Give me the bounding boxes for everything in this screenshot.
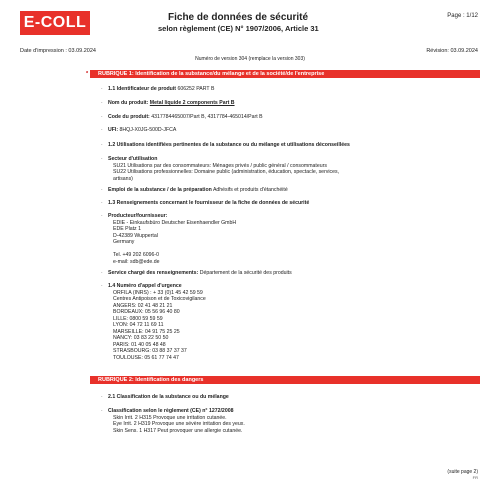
version-number: Numéro de version 304 (remplace la version 303) — [195, 56, 305, 62]
emergency-line: PARIS: 01 40 05 48 48 — [113, 341, 166, 348]
producer-email: e-mail: sdb@ede.de — [113, 258, 160, 265]
employ-label: Emploi de la substance / de la préparation — [108, 187, 212, 193]
emergency-line: NANCY: 03 83 22 50 50 — [113, 335, 169, 341]
bullet-icon: · — [101, 100, 103, 106]
su22-line-cont: artisans) — [113, 175, 133, 182]
section1-heading — [86, 70, 480, 78]
product-name-value: Metal liquide 2 components Part B — [149, 100, 235, 106]
bullet-icon: · — [101, 187, 103, 193]
classification-heading: 2.1 Classification de la substance ou du mélange — [108, 394, 229, 400]
company-logo: E-COLL — [20, 11, 90, 35]
regulation-heading: Classification selon le règlement (CE) n° 1272/2008 — [108, 408, 234, 414]
emergency-line: LYON: 04 72 11 69 11 — [113, 322, 164, 328]
bullet-icon: · — [101, 270, 103, 276]
employ — [108, 187, 288, 194]
section2-heading — [90, 376, 480, 384]
product-name — [108, 100, 235, 107]
bullet-icon: · — [101, 156, 103, 162]
document-title: Fiche de données de sécurité — [168, 12, 309, 23]
emergency-line: Centres Antipoison et de Toxicovigilance — [113, 296, 206, 302]
service-value: Département de la sécurité des produits — [199, 270, 292, 276]
emergency-line: STRASBOURG: 03 88 37 37 37 — [113, 348, 187, 354]
product-identifier — [108, 86, 214, 93]
service-label: Service chargé des renseignements: — [108, 270, 199, 276]
product-identifier-label: 1.1 Identificateur de produit — [108, 86, 177, 92]
product-name-label: Nom du produit: — [108, 100, 149, 106]
producer-label: Producteur/fournisseur: — [108, 213, 168, 219]
emergency-line: ORFILA (INRS) : + 33 (0)1 45 42 59 59 — [113, 289, 203, 296]
bullet-icon: · — [101, 142, 103, 148]
su22-line: SU22 Utilisations professionnelles: Domaine public (administration, éducation, spectacle, services, — [113, 169, 340, 175]
emergency-line: MARSEILLE: 04 91 75 25 25 — [113, 328, 180, 335]
bullet-icon: · — [101, 127, 103, 133]
hazard-line: Eye Irrit. 2 H319 Provoque une sévère irritation des yeux. — [113, 421, 245, 427]
hazard-line: Skin Irrit. 2 H315 Provoque une irritation cutanée. — [113, 414, 227, 421]
producer-tel: Tel. +49 202 6096-0 — [113, 252, 160, 258]
bullet-icon: · — [101, 200, 103, 206]
bullet-icon: · — [101, 213, 103, 219]
emergency-heading: 1.4 Numéro d'appel d'urgence — [108, 283, 182, 289]
ufi-label: UFI: — [108, 127, 119, 133]
uses-heading: 1.2 Utilisations identifiées pertinentes de la substance ou du mélange et utilisations déconseillées — [108, 142, 350, 148]
print-date: Date d'impression : 03.09.2024 — [20, 48, 96, 54]
producer-line: Germany — [113, 239, 135, 245]
section1-heading-text: RUBRIQUE 1: Identification de la substance/du mélange et de la société/de l'entreprise — [98, 71, 325, 77]
emergency-line: LILLE: 0800 59 59 59 — [113, 315, 163, 322]
producer-line: EDE Platz 1 — [113, 226, 141, 232]
producer-line: D-42389 Wuppertal — [113, 232, 158, 239]
product-code-value: 4317784465007/Part B, 4317784-465014/Part B — [151, 114, 263, 120]
ufi — [108, 127, 176, 134]
bullet-icon: · — [101, 114, 103, 120]
product-code-label: Code du produit: — [108, 114, 150, 120]
asterisk-marker: * — [86, 71, 89, 77]
footer-code: FR — [472, 475, 478, 480]
bullet-icon: · — [101, 408, 103, 414]
page-number: Page : 1/12 — [447, 13, 478, 19]
bullet-icon: · — [101, 394, 103, 400]
bullet-icon: · — [101, 86, 103, 92]
emergency-line: ANGERS: 02 41 48 21 21 — [113, 302, 173, 309]
revision-date: Révision: 03.09.2024 — [426, 48, 478, 54]
continued-note: (suite page 2) — [447, 469, 478, 475]
employ-value: Adhésifs et produits d'étanchéité — [212, 187, 288, 193]
document-subtitle: selon règlement (CE) N° 1907/2006, Article 31 — [158, 24, 319, 33]
bullet-icon: · — [101, 283, 103, 289]
product-code — [108, 114, 263, 121]
service — [108, 270, 292, 277]
producer-line: EDIE - Einkaufsbüro Deutscher Eisenhaendler GmbH — [113, 219, 237, 226]
product-identifier-value: 606252 PART B — [177, 86, 215, 92]
ufi-value: 8HQJ-X0JG-500D-JFCA — [119, 127, 177, 133]
section2-heading-text: RUBRIQUE 2: Identification des dangers — [98, 377, 204, 383]
su21-line: SU21 Utilisations par des consommateurs: Ménages privés / public général / consommateurs — [113, 162, 327, 169]
emergency-line: TOULOUSE: 05 61 77 74 47 — [113, 354, 179, 361]
sector-label: Secteur d'utilisation — [108, 156, 158, 162]
supplier-heading: 1.3 Renseignements concernant le fournisseur de la fiche de données de sécurité — [108, 200, 310, 206]
emergency-line: BORDEAUX: 05 56 96 40 80 — [113, 309, 180, 315]
hazard-line: Skin Sens. 1 H317 Peut provoquer une allergie cutanée. — [113, 427, 243, 434]
